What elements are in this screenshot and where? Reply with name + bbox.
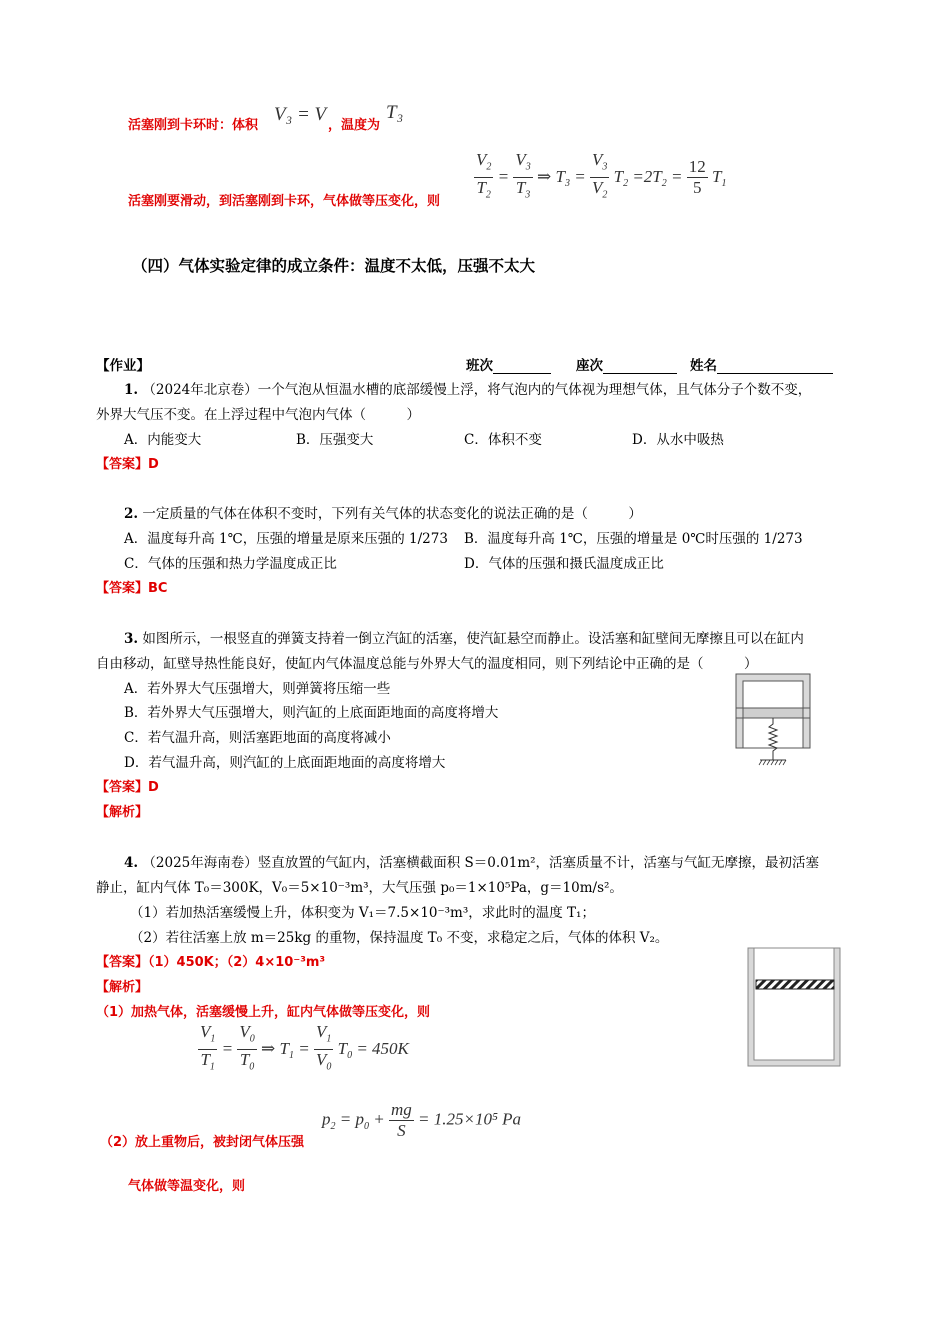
seat-blank[interactable] [603, 359, 677, 374]
q2-option-a[interactable]: A．温度每升高 1℃，压强的增量是原来压强的 1/273 [124, 531, 448, 547]
q1-answer: 【答案】D [96, 457, 159, 472]
formula-isobaric: $\frac{V_2}{T_2}$ = $\frac{V_3}{T_3}$ ⇒ $T_3$ = $\frac{V_3}{V_2}$ $T_2 =2T_2$ = $\frac{12}{5}$ $T_1$ [476, 150, 727, 201]
note-text: 活塞刚到卡环时：体积 [128, 118, 259, 133]
q4-sub1: （1）若加热活塞缓慢上升，体积变为 V₁＝7.5×10⁻³m³，求此时的温度 T₁； [130, 905, 595, 921]
q1-line1 [124, 378, 811, 398]
class-blank[interactable] [493, 359, 551, 374]
q3-option-a[interactable]: A．若外界大气压强增大，则弹簧将压缩一些 [124, 681, 391, 697]
q4-text: （2025年海南卷）竖直放置的气缸内，活塞横截面积 S＝0.01m²，活塞质量不计，活塞与气缸无摩擦，最初活塞 [142, 855, 820, 871]
q3-line1 [124, 627, 804, 647]
class-field [466, 354, 551, 374]
q3-option-c[interactable]: C．若气温升高，则活塞距地面的高度将减小 [124, 730, 391, 746]
formula-charles: $\frac{V_1}{T_1}$ = $\frac{V_0}{T_0}$ ⇒ $T_1$ = $\frac{V_1}{V_0}$ $T_0 = 450K$ [200, 1022, 409, 1073]
q2-text: 一定质量的气体在体积不变时，下列有关气体的状态变化的说法正确的是（ ） [142, 506, 642, 522]
q2-option-b[interactable]: B．温度每升高 1℃，压强的增量是 0℃时压强的 1/273 [464, 531, 803, 547]
q1-option-b[interactable]: B．压强变大 [296, 432, 374, 448]
q1-line2: 外界大气压不变。在上浮过程中气泡内气体（ ） [96, 407, 420, 423]
q4-line2: 静止，缸内气体 T₀＝300K，V₀＝5×10⁻³m³，大气压强 p₀＝1×10⁵Pa，g＝10m/s²。 [96, 880, 623, 896]
q1-number: 1. [124, 382, 139, 398]
note-temp-label: ，温度为 [328, 118, 381, 133]
q2-answer: 【答案】BC [96, 581, 168, 596]
eq1-result: = 450K [356, 1038, 409, 1058]
name-blank[interactable] [717, 359, 833, 374]
class-label: 班次 [466, 358, 493, 374]
q3-option-d[interactable]: D．若气温升高，则汽缸的上底面距地面的高度将增大 [124, 755, 446, 771]
seat-field [576, 354, 677, 374]
section-title: （四）气体实验定律的成立条件：温度不太低，压强不太大 [132, 257, 536, 275]
q4-answer: 【答案】（1）450K；（2）4×10⁻³m³ [96, 955, 326, 970]
q3-option-b[interactable]: B．若外界大气压强增大，则汽缸的上底面距地面的高度将增大 [124, 705, 499, 721]
q1-option-a[interactable]: A．内能变大 [124, 432, 202, 448]
q4-step1: （1）加热气体，活塞缓慢上升，缸内气体做等压变化，则 [96, 1005, 431, 1020]
q3-line2: 自由移动，缸壁导热性能良好，使缸内气体温度总能与外界大气的温度相同，则下列结论中正确的是（ ） [96, 656, 758, 672]
cylinder-spring-figure [730, 668, 816, 774]
q2-option-c[interactable]: C．气体的压强和热力学温度成正比 [124, 556, 337, 572]
q1-option-c[interactable]: C．体积不变 [464, 432, 542, 448]
q1-option-d[interactable]: D．从水中吸热 [632, 432, 724, 448]
q3-answer: 【答案】D [96, 780, 159, 795]
homework-label: 【作业】 [96, 358, 150, 374]
q1-text: （2024年北京卷）一个气泡从恒温水槽的底部缓慢上浮，将气泡内的气体视为理想气体，且气体分子个数不变， [142, 382, 812, 398]
q4-step2: （2）放上重物后，被封闭气体压强 [100, 1135, 305, 1150]
formula-pressure: $p_2 = p_0$ + $\frac{mg}{S}$ = 1.25×10⁵ Pa [322, 1100, 521, 1140]
formula-v3: V₃ = V [274, 104, 327, 125]
formula-t3: T₃ [386, 102, 404, 123]
note-isobaric: 活塞刚要滑动，到活塞刚到卡环，气体做等压变化，则 [128, 194, 441, 209]
seat-label: 座次 [576, 358, 603, 374]
q2-option-d[interactable]: D．气体的压强和摄氏温度成正比 [464, 556, 664, 572]
q4-analysis: 【解析】 [96, 980, 149, 995]
q2-line1 [124, 502, 642, 522]
q4-number: 4. [124, 855, 139, 871]
upright-cylinder-figure [746, 946, 842, 1070]
name-field [690, 354, 833, 374]
q4-line1 [124, 851, 819, 871]
q2-number: 2. [124, 506, 139, 522]
name-label: 姓名 [690, 358, 717, 374]
q4-sub2: （2）若往活塞上放 m＝25kg 的重物，保持温度 T₀ 不变，求稳定之后，气体的体积 V₂。 [130, 930, 669, 946]
eq2-result: = 1.25×10⁵ Pa [418, 1109, 521, 1129]
q3-analysis: 【解析】 [96, 805, 149, 820]
q4-step3: 气体做等温变化，则 [128, 1179, 246, 1194]
q3-text: 如图所示，一根竖直的弹簧支持着一倒立汽缸的活塞，使汽缸悬空而静止。设活塞和缸壁间无摩擦且可以在缸内 [142, 631, 804, 647]
q3-number: 3. [124, 631, 139, 647]
note-piston-ring [128, 114, 258, 133]
